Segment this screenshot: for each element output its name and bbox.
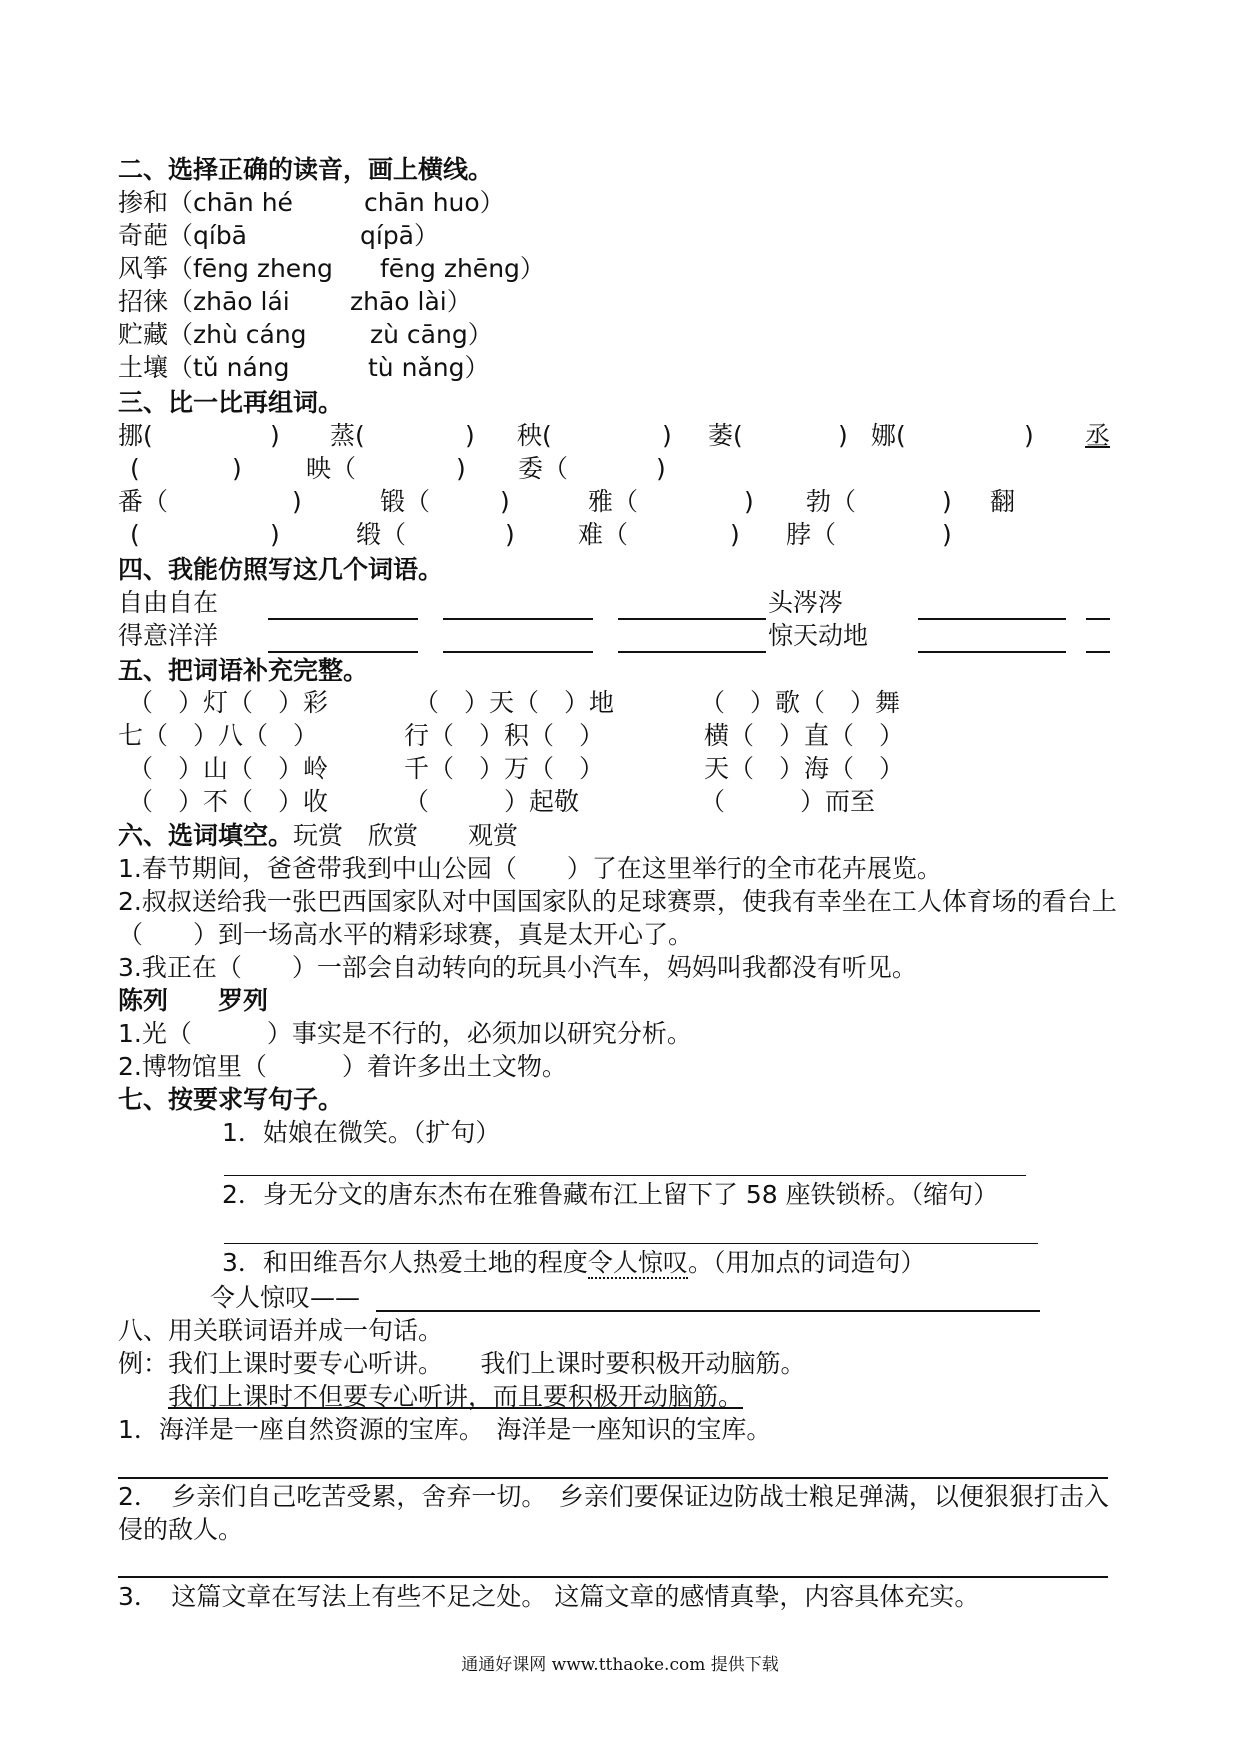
char-label: 锻（ [380, 487, 431, 516]
write-line[interactable] [443, 651, 593, 653]
combine-question-2: 2． 乡亲们自己吃苦受累，舍弃一切。 乡亲们要保证边防战士粮足弹满，以便狠狠打击入 [118, 1482, 1109, 1511]
char-label: 勃（ [806, 487, 857, 516]
pinyin-item-3 [118, 254, 545, 284]
pinyin-option-a[interactable]: 奇葩（qíbā [118, 221, 248, 250]
pinyin-item-5 [118, 320, 493, 350]
idiom-blank[interactable]: （ ）天（ ）地 [414, 688, 615, 717]
idiom-blank[interactable]: 横（ ）直（ ） [704, 721, 905, 750]
section-2-title: 二、选择正确的读音，画上横线。 [118, 155, 494, 184]
pinyin-option-b[interactable]: zhāo lài） [350, 287, 472, 316]
blank-close[interactable]: ) [270, 520, 280, 549]
fill-question-3[interactable]: 3.我正在（ ）一部会自动转向的玩具小汽车，妈妈叫我都没有听见。 [118, 953, 917, 982]
write-line[interactable] [1086, 651, 1110, 653]
fill-question-4[interactable]: 1.光（ ）事实是不行的，必须加以研究分析。 [118, 1019, 692, 1048]
example-word: 自由自在 [118, 588, 219, 617]
pinyin-option-b[interactable]: tù nǎng） [368, 353, 490, 382]
task-text: 3．和田维吾尔人热爱土地的程度 [222, 1248, 588, 1277]
pinyin-option-a[interactable]: 贮藏（zhù cáng [118, 320, 307, 349]
idiom-blank[interactable]: （ ）山（ ）岭 [128, 754, 329, 783]
section-6-header [118, 821, 518, 851]
blank-close[interactable]: ) [656, 454, 666, 483]
example-sentences: 例：我们上课时要专心听讲。 我们上课时要积极开动脑筋。 [118, 1349, 806, 1378]
fill-question-5[interactable]: 2.博物馆里（ ）着许多出土文物。 [118, 1052, 567, 1081]
blank-close[interactable]: ) [942, 520, 952, 549]
sentence-task-1: 1．姑娘在微笑。（扩句） [222, 1118, 501, 1147]
pinyin-option-b[interactable]: qípā） [360, 221, 440, 250]
section-4-title: 四、我能仿照写这几个词语。 [118, 555, 444, 584]
blank-close[interactable]: ) [744, 487, 754, 516]
write-line[interactable] [268, 651, 418, 653]
char-label: 萎( [708, 421, 743, 450]
write-line[interactable] [443, 618, 593, 620]
idiom-blank[interactable]: 千（ ）万（ ） [404, 754, 605, 783]
answer-line[interactable] [118, 1477, 1108, 1479]
section-3-title: 三、比一比再组词。 [118, 388, 344, 417]
example-answer: 我们上课时不但要专心听讲，而且要积极开动脑筋。 [168, 1382, 744, 1411]
blank-close[interactable]: ) [500, 487, 510, 516]
section-8-title: 八、用关联词语并成一句话。 [118, 1316, 444, 1345]
fill-question-1[interactable]: 1.春节期间，爸爸带我到中山公园（ ）了在这里举行的全市花卉展览。 [118, 854, 942, 883]
idiom-blank[interactable]: （ ）灯（ ）彩 [128, 688, 329, 717]
blank-close[interactable]: ) [270, 421, 280, 450]
blank-close[interactable]: ) [232, 454, 242, 483]
blank-close[interactable]: ) [465, 421, 475, 450]
char-label: 翻 [990, 487, 1016, 516]
fill-question-2-cont[interactable]: （ ）到一场高水平的精彩球赛，真是太开心了。 [118, 920, 694, 949]
char-label: 难（ [578, 520, 629, 549]
pinyin-option-a[interactable]: 招徕（zhāo lái [118, 287, 290, 316]
word-choices: 玩赏 欣赏 观赏 [293, 821, 519, 850]
blank-close[interactable]: ) [838, 421, 848, 450]
blank-open[interactable]: ( [130, 454, 140, 483]
char-label: 雅（ [588, 487, 639, 516]
pinyin-option-b[interactable]: zù cāng） [370, 320, 493, 349]
answer-line[interactable] [224, 1175, 1026, 1176]
combine-question-3: 3． 这篇文章在写法上有些不足之处。 这篇文章的感情真挚，内容具体充实。 [118, 1582, 980, 1611]
answer-line[interactable] [118, 1576, 1108, 1578]
write-line[interactable] [618, 651, 766, 653]
write-line[interactable] [918, 651, 1066, 653]
idiom-blank[interactable]: 七（ ）八（ ） [118, 721, 319, 750]
blank-close[interactable]: ) [662, 421, 672, 450]
char-label: 缎（ [356, 520, 407, 549]
pinyin-option-a[interactable]: 掺和（chān hé [118, 188, 293, 217]
idiom-blank[interactable]: （ ）歌（ ）舞 [700, 688, 901, 717]
char-label: 挪( [118, 421, 153, 450]
idiom-blank[interactable]: （ ）起敬 [404, 787, 580, 816]
char-label: 秧( [517, 421, 552, 450]
idiom-blank[interactable]: 行（ ）积（ ） [404, 721, 605, 750]
write-line[interactable] [1086, 618, 1110, 620]
blank-close[interactable]: ) [456, 454, 466, 483]
idiom-blank[interactable]: 天（ ）海（ ） [704, 754, 905, 783]
fill-question-2[interactable]: 2.叔叔送给我一张巴西国家队对中国国家队的足球赛票，使我有幸坐在工人体育场的看台上 [118, 887, 1117, 916]
blank-close[interactable]: ) [730, 520, 740, 549]
write-line[interactable] [918, 618, 1066, 620]
char-label: 脖（ [786, 520, 837, 549]
section-7-title: 七、按要求写句子。 [118, 1085, 344, 1114]
combine-question-1: 1．海洋是一座自然资源的宝库。 海洋是一座知识的宝库。 [118, 1415, 772, 1444]
idiom-blank[interactable]: （ ）而至 [700, 787, 876, 816]
word-choices-2: 陈列 罗列 [118, 986, 269, 1015]
answer-line[interactable] [376, 1310, 1040, 1312]
sentence-prompt: 令人惊叹—— [210, 1283, 361, 1312]
answer-line[interactable] [224, 1243, 1038, 1244]
section-6-title: 六、选词填空。 [118, 821, 294, 850]
pinyin-item-1 [118, 188, 505, 218]
char-label: 映（ [306, 454, 357, 483]
blank-close[interactable]: ) [942, 487, 952, 516]
char-label: 番（ [118, 487, 169, 516]
pinyin-option-a[interactable]: 风筝（fēng zheng [118, 254, 333, 283]
example-word: 惊天动地 [768, 621, 869, 650]
footer-source: 通通好课网 www.tthaoke.com 提供下载 [461, 1655, 779, 1675]
pinyin-item-6 [118, 353, 490, 383]
pinyin-item-2 [118, 221, 440, 251]
sentence-task-2: 2．身无分文的唐东杰布在雅鲁藏布江上留下了 58 座铁锁桥。（缩句） [222, 1180, 999, 1209]
idiom-blank[interactable]: （ ）不（ ）收 [128, 787, 329, 816]
pinyin-option-a[interactable]: 土壤（tǔ náng [118, 353, 290, 382]
blank-close[interactable]: ) [1024, 421, 1034, 450]
example-word: 头涔涔 [768, 588, 844, 617]
char-label: 丞 [1085, 421, 1111, 450]
char-label: 委（ [518, 454, 569, 483]
write-line[interactable] [268, 618, 418, 620]
blank-close[interactable]: ) [292, 487, 302, 516]
write-line[interactable] [618, 618, 766, 620]
section-5-title: 五、把词语补充完整。 [118, 656, 369, 685]
sentence-task-3 [222, 1248, 925, 1278]
pinyin-option-b[interactable]: fēng zhēng） [380, 254, 545, 283]
dotted-word: 令人惊叹 [587, 1248, 688, 1277]
pinyin-item-4 [118, 287, 472, 317]
char-label: 蒸( [330, 421, 365, 450]
combine-question-2-cont: 侵的敌人。 [118, 1515, 244, 1544]
blank-open[interactable]: ( [130, 520, 140, 549]
pinyin-option-b[interactable]: chān huo） [364, 188, 505, 217]
blank-close[interactable]: ) [505, 520, 515, 549]
task-text: 。（用加点的词造句） [687, 1248, 926, 1277]
char-label: 娜( [871, 421, 906, 450]
example-word: 得意洋洋 [118, 621, 219, 650]
